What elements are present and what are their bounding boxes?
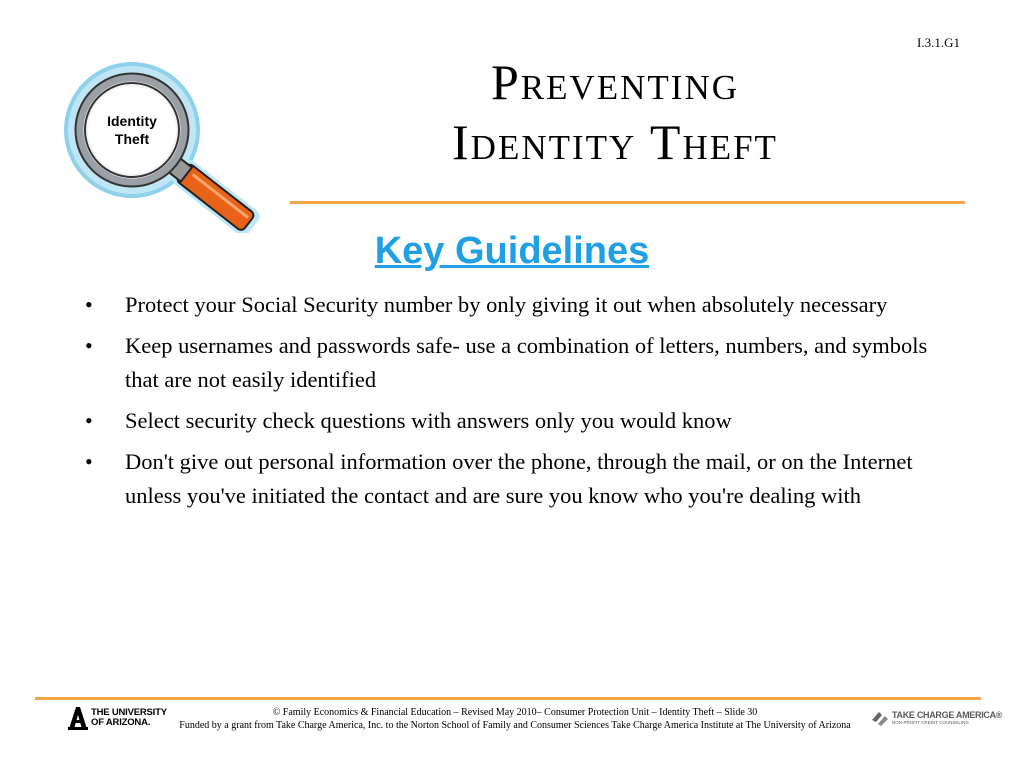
section-heading: Key Guidelines bbox=[374, 230, 650, 272]
bullet-icon: • bbox=[85, 449, 93, 474]
title-line-2: Identity Theft bbox=[452, 114, 778, 170]
university-of-arizona-logo bbox=[68, 706, 167, 730]
list-item bbox=[85, 329, 960, 397]
list-item bbox=[85, 445, 960, 513]
magnifying-glass-icon bbox=[60, 58, 280, 233]
bullet-icon: • bbox=[85, 333, 93, 358]
arizona-a-icon bbox=[68, 706, 88, 730]
title-divider bbox=[290, 201, 965, 204]
ua-logo-line1: THE UNIVERSITY bbox=[91, 707, 167, 718]
bullet-icon: • bbox=[85, 408, 93, 433]
ua-logo-line2: OF ARIZONA. bbox=[91, 717, 151, 728]
bullet-icon: • bbox=[85, 292, 93, 317]
list-item-text: Don't give out personal information over the phone, through the mail, or on the Internet unless you've initiated the contact and are sure you know who you're dealing with bbox=[125, 449, 913, 508]
lens-text-line1: Identity bbox=[107, 113, 157, 129]
list-item-text: Keep usernames and passwords safe- use a combination of letters, numbers, and symbols that are not easily identified bbox=[125, 333, 928, 392]
tca-name: TAKE CHARGE AMERICA® bbox=[892, 710, 1003, 720]
footer-copyright: © Family Economics & Financial Education – Revised May 2010– Consumer Protection Unit – Identity Theft – Slide 30 bbox=[272, 707, 758, 718]
list-item-text: Protect your Social Security number by only giving it out when absolutely necessary bbox=[125, 292, 888, 317]
lens-text-line2: Theft bbox=[114, 131, 150, 147]
title-line-1: Preventing bbox=[490, 54, 740, 110]
tca-emblem-icon bbox=[870, 708, 890, 728]
footer-funding: Funded by a grant from Take Charge America, Inc. to the Norton School of Family and Consumer Sciences Take Charge America Institute at The University of Arizona bbox=[179, 720, 851, 731]
list-item bbox=[85, 288, 960, 322]
tca-subtitle: NON-PROFIT CREDIT COUNSELING bbox=[892, 720, 969, 725]
slide-code: I.3.1.G1 bbox=[917, 35, 960, 50]
list-item bbox=[85, 404, 960, 438]
footer-divider bbox=[35, 697, 981, 700]
footer-text bbox=[160, 706, 870, 732]
take-charge-america-logo bbox=[870, 708, 1002, 728]
guideline-list bbox=[85, 288, 960, 520]
list-item-text: Select security check questions with answers only you would know bbox=[125, 408, 732, 433]
page-title bbox=[330, 52, 900, 172]
